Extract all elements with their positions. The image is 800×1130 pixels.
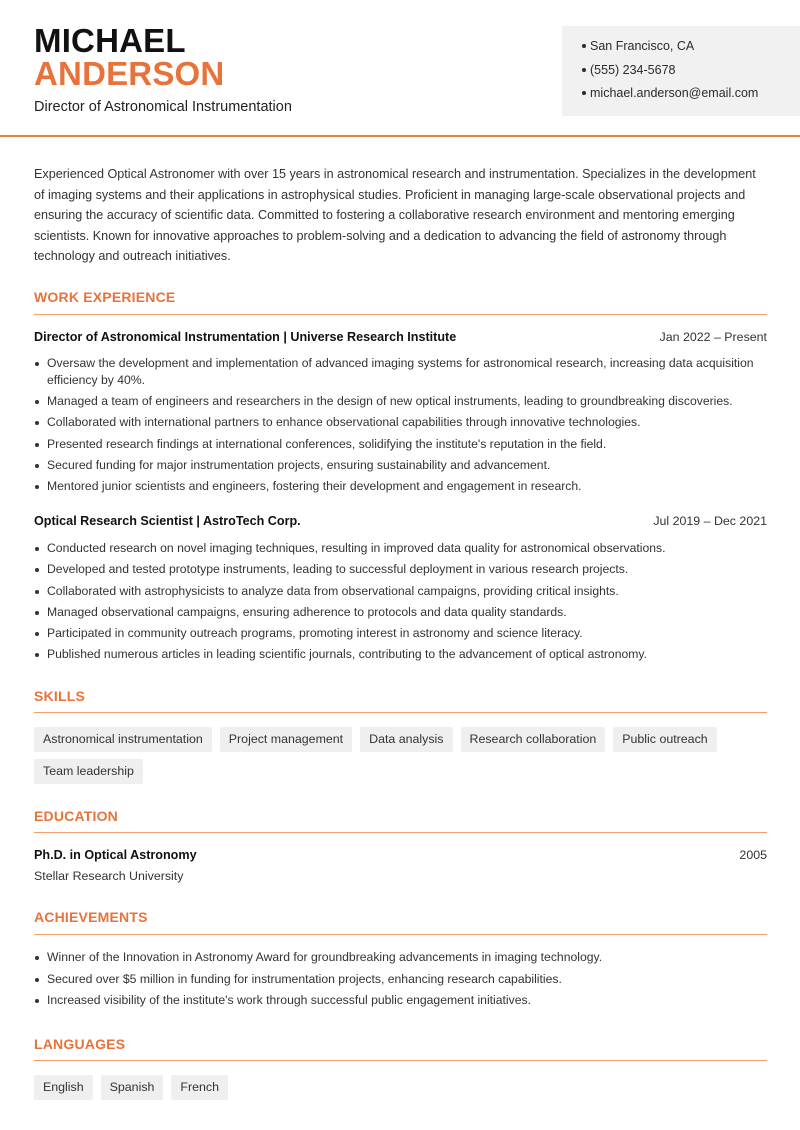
skills-list <box>34 727 767 784</box>
last-name: ANDERSON <box>34 55 225 92</box>
language-tag: French <box>171 1075 228 1100</box>
professional-summary: Experienced Optical Astronomer with over 15 years in astronomical research and instrumentation. Specializes in the development of imaging systems and their applications in astrophysical studies. Proficient in managing large-scale observational projects and ensuring the accuracy of scientific data. Committed to fostering a collaborative research environment and mentoring emerging scientists. Known for innovative approaches to problem-solving and a dedication to advancing the field of astronomy through technology and outreach initiatives. <box>34 167 756 263</box>
contact-email[interactable]: michael.anderson@email.com <box>582 85 800 109</box>
job-header <box>34 330 767 344</box>
list-item: Developed and tested prototype instruments, leading to successful deployment in various research projects. <box>34 561 767 578</box>
list-item: Managed observational campaigns, ensuring adherence to protocols and data quality standards. <box>34 604 767 621</box>
job-bullets <box>34 355 767 495</box>
graduation-year: 2005 <box>739 848 767 862</box>
section-title-achievements: ACHIEVEMENTS <box>34 909 148 925</box>
contact-box <box>562 26 800 116</box>
languages-list <box>34 1075 767 1100</box>
list-item: Secured over $5 million in funding for instrumentation projects, enhancing research capabilities. <box>34 971 767 988</box>
list-item: Collaborated with astrophysicists to analyze data from observational campaigns, providing critical insights. <box>34 583 767 600</box>
resume-header <box>0 0 800 137</box>
first-name: MICHAEL <box>34 22 186 59</box>
job-title-company: Optical Research Scientist | AstroTech Corp. <box>34 514 301 528</box>
section-divider <box>34 832 767 833</box>
contact-phone: (555) 234-5678 <box>582 62 800 86</box>
skill-tag: Project management <box>220 727 352 752</box>
job-dates: Jul 2019 – Dec 2021 <box>653 514 767 528</box>
list-item: Published numerous articles in leading scientific journals, contributing to the advancement of optical astronomy. <box>34 646 767 663</box>
education-entry <box>34 848 767 862</box>
section-divider <box>34 314 767 315</box>
skill-tag: Public outreach <box>613 727 716 752</box>
degree: Ph.D. in Optical Astronomy <box>34 848 197 862</box>
job-title-company: Director of Astronomical Instrumentation | Universe Research Institute <box>34 330 457 344</box>
job-bullets <box>34 540 767 663</box>
section-title-languages: LANGUAGES <box>34 1036 126 1052</box>
section-title-education: EDUCATION <box>34 808 118 824</box>
language-tag: English <box>34 1075 93 1100</box>
list-item: Conducted research on novel imaging techniques, resulting in improved data quality for astronomical observations. <box>34 540 767 557</box>
list-item: Collaborated with international partners to enhance observational capabilities through innovative technologies. <box>34 414 767 431</box>
job-title: Director of Astronomical Instrumentation <box>34 99 292 115</box>
list-item: Secured funding for major instrumentation projects, ensuring sustainability and advancement. <box>34 457 767 474</box>
job-header <box>34 514 767 528</box>
list-item: Increased visibility of the institute's work through successful public engagement initiatives. <box>34 992 767 1009</box>
achievements-list <box>34 949 767 1009</box>
skill-tag: Astronomical instrumentation <box>34 727 212 752</box>
skill-tag: Research collaboration <box>461 727 606 752</box>
section-title-work: WORK EXPERIENCE <box>34 289 176 305</box>
school-name: Stellar Research University <box>34 869 184 883</box>
list-item: Winner of the Innovation in Astronomy Award for groundbreaking advancements in imaging technology. <box>34 949 767 966</box>
list-item: Participated in community outreach programs, promoting interest in astronomy and science literacy. <box>34 625 767 642</box>
skill-tag: Data analysis <box>360 727 452 752</box>
language-tag: Spanish <box>101 1075 164 1100</box>
contact-location: San Francisco, CA <box>582 38 800 62</box>
section-title-skills: SKILLS <box>34 688 85 704</box>
skill-tag: Team leadership <box>34 759 143 784</box>
list-item: Mentored junior scientists and engineers, fostering their development and engagement in research. <box>34 478 767 495</box>
section-divider <box>34 712 767 713</box>
list-item: Presented research findings at international conferences, solidifying the institute's reputation in the field. <box>34 436 767 453</box>
list-item: Oversaw the development and implementation of advanced imaging systems for astronomical research, increasing data acquisition efficiency by 40%. <box>34 355 767 389</box>
section-divider <box>34 934 767 935</box>
job-dates: Jan 2022 – Present <box>659 330 767 344</box>
section-divider <box>34 1060 767 1061</box>
list-item: Managed a team of engineers and researchers in the design of new optical instruments, leading to groundbreaking discoveries. <box>34 393 767 410</box>
